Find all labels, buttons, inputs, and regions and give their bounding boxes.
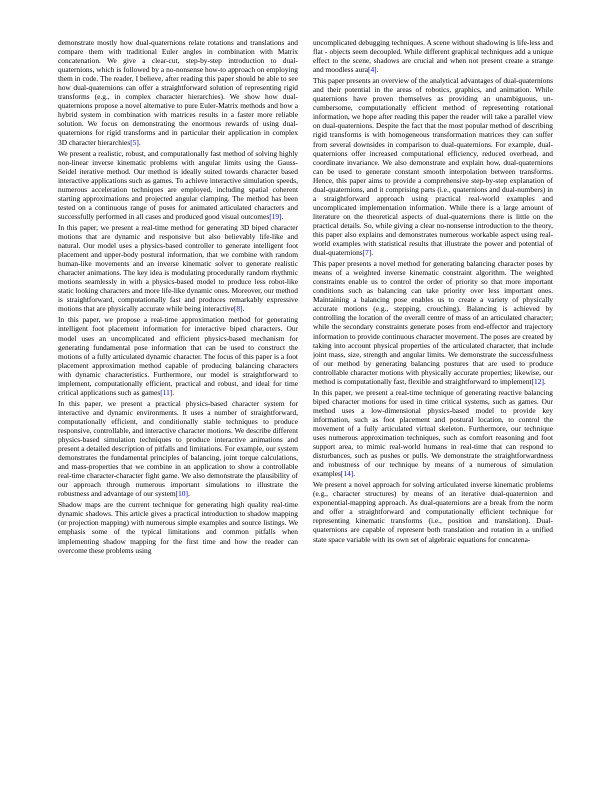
paragraph: [58, 315, 298, 396]
paragraph: [313, 38, 553, 74]
paragraph-text: uncomplicated debugging techniques. A scene without shadowing is life-less and flat - objects seem decoupled. While different graphical techniques add a unique effect to the scene, shadows are crucial and when not present create a strange and moodless aura: [313, 38, 553, 75]
paragraph: [313, 259, 553, 386]
paragraph: [313, 76, 553, 257]
paragraph: [313, 388, 553, 478]
sentence-period: .: [371, 248, 374, 258]
paragraph-text: In this paper, we present a real-time method for generating 3D biped character motions that are dynamic and responsive but also believably life-like and natural. Our model uses a physics-based controller to generate intelligent foot placement and upper-body postural information, that we combine with random human-like movements and an inverse kinematic solver to generate realistic character animations. The key idea is modulating procedurally random rhythmic motions seamlessly in with a physics-based model to produce less robot-like static looking characters and more life-like dynamic ones. Moreover, our method is straightforward, computationally fast and produces remarkably expressive motions that are physically accurate while being interactive: [58, 222, 298, 314]
paragraph-text: In this paper, we present a practical physics-based character system for interactive and dynamic environments. It uses a number of straightforward, computationally efficient, and conditionally stable techniques to produce responsive, controllable, and interactive character motions. We describe different physics-based simulation techniques to produce interactive animations and present a detailed description of pitfalls and limitations. For example, our system demonstrates the fundamental principles of balancing, joint torque calculations, and mass-properties that we combine in an application to show a controllable real-time character-character fight game. We also demonstrate the plausibility of our approach through numerous important simulations to illustrate the robustness and advantage of our system: [58, 398, 298, 499]
paragraph-text: In this paper, we propose a real-time approximation method for generating intelligent foot placement information for interactive biped characters. Our model uses an uncomplicated and efficient physics-based mechanism for generating fundamental pose information that can be used to construct the motions of a fully articulated dynamic character. The focus of this paper is a foot placement approximation method capable of producing balancing characters with dynamic characteristics. Furthermore, our model is straightforward to implement, computationally efficient, practical and robust, and ideal for time critical applications such as games: [58, 315, 298, 397]
sentence-period: .: [242, 304, 245, 314]
paragraph-text: Shadow maps are the current technique for generating high quality real-time dynamic shadows. This article gives a practical introduction to shadow mapping (or projection mapping) with numerous simple examples and source listings. We emphasis some of the typical limitations and common pitfalls when implementing shadow mapping for the first time and how the reader can overcome these problems using: [58, 500, 298, 555]
citation-link[interactable]: [10]: [175, 489, 188, 499]
sentence-period: .: [543, 376, 546, 386]
citation-link[interactable]: [11]: [160, 387, 173, 397]
citation-link[interactable]: [5]: [130, 137, 139, 147]
paragraph: [58, 223, 298, 313]
right-column: [313, 38, 553, 758]
sentence-period: .: [187, 489, 190, 499]
paragraph-text: We present a realistic, robust, and computationally fast method of solving highly non-linear inverse kinematic problems with angular limits using the Gauss-Seidel iterative method. Our method is ideally suited towards character based interactive applications such as games. To achieve interactive simulation speeds, numerous acceleration techniques are employed, including spatial coherent starting approximations and projected angular clamping. The method has been tested on a continuous range of poses for animated articulated characters and successfully performed in all cases and produced good visual outcomes: [58, 148, 298, 221]
citation-link[interactable]: [8]: [233, 304, 243, 314]
sentence-period: .: [376, 65, 379, 75]
paragraph-text: In this paper, we present a real-time technique of generating reactive balancing biped character motions for used in time critical systems, such as games. Our method uses a low-dimensional physics-based model to provide key information, such as foot placement and postural location, to control the movement of a fully articulated virtual skeleton. Furthermore, our technique uses numerous approximation techniques, such as comfort reasoning and foot support area, to mimic real-world humans in real-time that can respond to disturbances, such as pushes or pulls. We demonstrate the straightforwardness and robustness of our technique by means of a numerous of simulation examples: [313, 387, 553, 479]
paragraph-text: We present a novel approach for solving articulated inverse kinematic problems (e.g., character structures) by means of an iterative dual-quaternion and exponential-mapping approach. As dual-quaternions are a break from the norm and offer a straightforward and computationally efficient technique for representing kinematic transforms (i.e., position and translation). Dual-quaternions are capable of represent both translation and rotation in a unified state space variable with its own set of algebraic equations for concatena-: [313, 480, 553, 544]
paragraph-text: This paper presents an overview of the analytical advantages of dual-quaternions and their potential in the areas of robotics, graphics, and animation. While quaternions have proven themselves as providing an unambiguous, un-cumbersome, computationally efficient method of representing rotational information, we hope after reading this paper the reader will take a parallel view on dual-quaternions. Despite the fact that the most popular method of describing rigid transforms is with homogeneous transformation matrices they can suffer from several downsides in comparison to dual-quaternions. For example, dual-quaternions offer increased computational efficiency, reduced overhead, and coordinate invariance. We also demonstrate and explain how, dual-quaternions can be used to generate constant smooth interpolation between transforms. Hence, this paper aims to provide a comprehensive step-by-step explanation of dual-quaternions, and it comprising parts (i.e., quaternions and dual-numbers) in a straightforward approach using practical real-world examples and uncomplicated implementation information. While there is a large amount of literature on the theoretical aspects of dual-quaternions there is little on the practical details. So, while giving a clear no-nonsense introduction to the theory, this paper also explains and demonstrates numerous workable aspect using real-world examples with statistical results that illustrate the power and potential of dual-quaternions: [313, 76, 553, 258]
citation-link[interactable]: [7]: [362, 248, 372, 258]
paper-page: [58, 38, 554, 758]
citation-link[interactable]: [12]: [531, 376, 544, 386]
paragraph: [58, 149, 298, 221]
paragraph-text: This paper presents a novel method for generating balancing character poses by means of a weighted inverse kinematic constraint algorithm. The weighted constraints enable us to control the order of priority so that more important conditions such as balancing can take priority over less important ones. Maintaining a balancing pose enables us to create a variety of physically accurate motions (e.g., stepping, crouching). Balancing is achieved by controlling the location of the overall centre of mass of an articulated character; while the secondary constraints generate poses from end-effector and trajectory information to provide continuous character movement. The poses are created by taking into account physical properties of the articulated character, that include joint mass, size, strength and angular limits. We demonstrate the successfulness of our method by generating balancing postures that are used to produce controllable character motions with physically accurate properties; likewise, our method is computationally fast, flexible and straightforward to implement: [313, 259, 553, 386]
paragraph-text: demonstrate mostly how dual-quaternions relate rotations and translations and compare them with traditional Euler angles in combination with Matrix concatenation. We give a clear-cut, step-by-step introduction to dual-quaternions, which is followed by a no-nonsense how-to approach on employing them in code. The reader, I believe, after reading this paper should be able to see how dual-quaternions can offer a straightforward solution of representing rigid transforms (e.g., in complex character hierarchies). We show how dual-quaternions propose a novel alternative to pure Euler-Matrix methods and how a hybrid system in combination with matrices results in a faster more reliable solution. We focus on demonstrating the enormous rewards of using dual-quaternions for rigid transforms and in particular their application in complex 3D character hierarchies: [58, 38, 298, 147]
citation-link[interactable]: [19]: [269, 211, 282, 221]
left-column: [58, 38, 298, 758]
paragraph: [58, 38, 298, 147]
paragraph: [313, 480, 553, 543]
paragraph: [58, 399, 298, 499]
sentence-period: .: [353, 469, 356, 479]
sentence-period: .: [172, 387, 175, 397]
citation-link[interactable]: [4]: [368, 65, 377, 75]
citation-link[interactable]: [14]: [340, 469, 354, 479]
sentence-period: .: [138, 137, 141, 147]
paragraph: [58, 500, 298, 554]
sentence-period: .: [281, 211, 284, 221]
